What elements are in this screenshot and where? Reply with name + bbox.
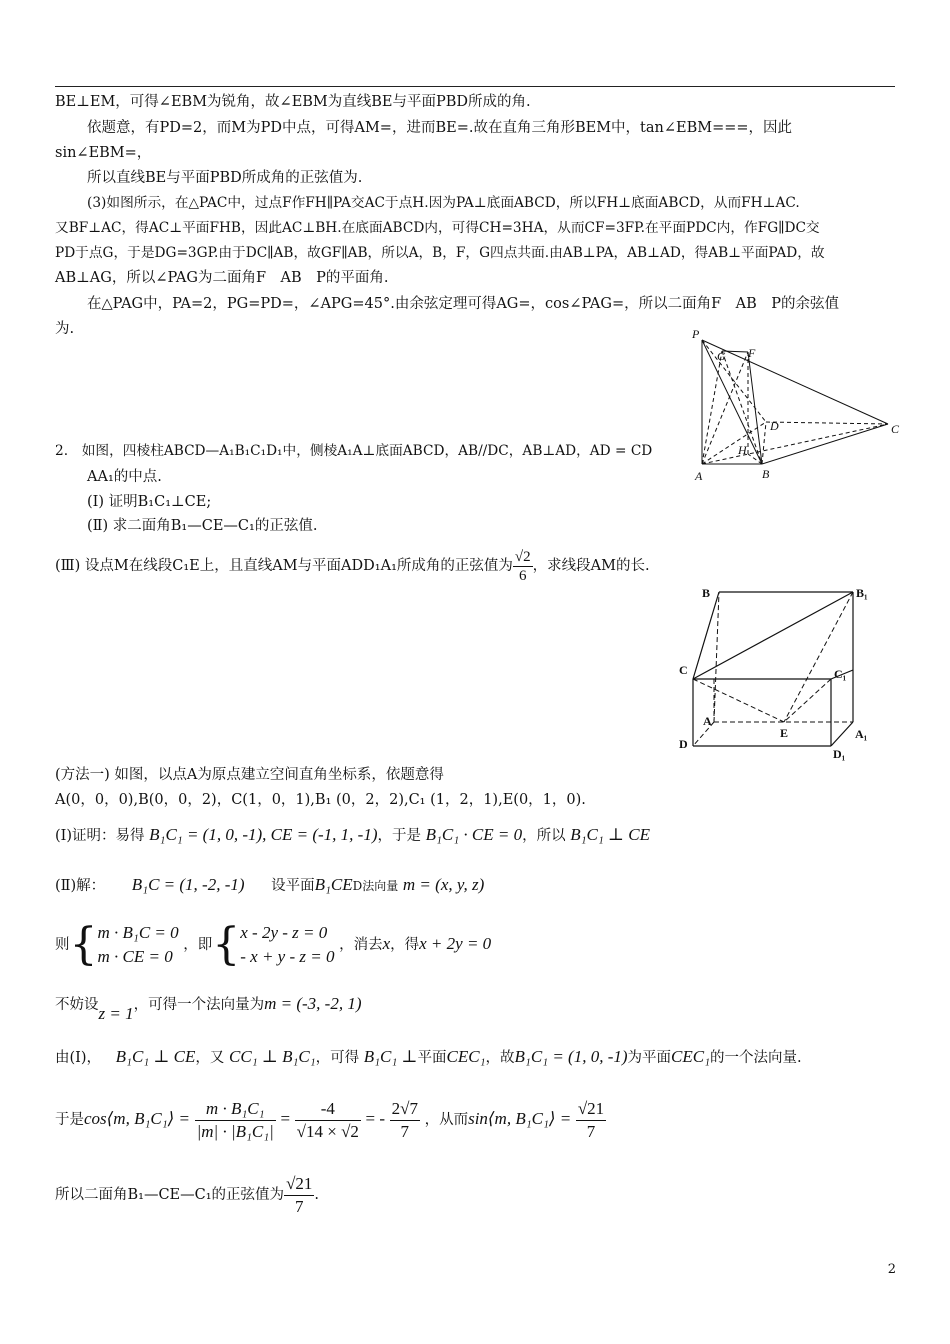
perp-result: B₁C₁ ⊥ CE [570, 825, 650, 844]
edge-BD [762, 422, 766, 464]
system-1: m · B₁C = 0 m · CE = 0 [97, 923, 179, 966]
edge-D1A1 [831, 722, 853, 746]
edge-PC [702, 340, 888, 424]
label-H: H [738, 443, 747, 457]
edge-GF [722, 351, 748, 352]
text-line-1: BE⊥EM，可得∠EBM为锐角，故∠EBM为直线BE与平面PBD所成的角. [55, 94, 531, 110]
text-line-10: 为. [55, 321, 75, 337]
solution-conclusion: 所以二面角B₁—CE—C₁的正弦值为 $\frac{√21}{7}$ . [55, 1173, 320, 1216]
edge-C1E [784, 679, 831, 722]
solution-coords: A(0，0，0),B(0，0，2)，C(1，0，1),B₁ (0，2，2),C₁ (1，2，1),E(0，1，0). [55, 792, 586, 808]
text-line-7: PD于点G，于是DG=3GP.由于DC∥AB，故GF∥AB，所以A，B，F，G四点共面.由AB⊥PA，AB⊥AD，得AB⊥平面PAD，故 [55, 245, 825, 261]
edge-B1E [784, 592, 853, 722]
header-rule [55, 86, 895, 87]
solution-part2: (Ⅱ)解： B₁C = (1, -2, -1) 设平面B₁CED法向量 m = (x, y, z) [55, 875, 485, 894]
label-D: D [679, 737, 688, 751]
label-A: A [695, 469, 703, 483]
text-line-3: sin∠EBM=， [55, 145, 152, 161]
solution-part6: 于是cos⟨m, B₁C₁⟩ = $\frac{\text{m · B₁C₁}}{\text{|m| · |B₁C₁|}}$ = $\frac{-4}{√14 \times √2}$ = - $\frac{2√7}{7}$ ，从而sin⟨m, B₁C₁⟩ = $\frac{√21}{7}$ [55, 1098, 605, 1141]
edge-PD [702, 340, 766, 422]
normal-m: m = (x, y, z) [402, 875, 485, 894]
solution-part1: (Ⅰ)证明：易得 B₁C₁ = (1, 0, -1), CE = (-1, 1, -1)，于是 B₁C₁ · CE = 0，所以 B₁C₁ ⊥ CE [55, 825, 650, 844]
edge-BC [693, 592, 719, 679]
fraction-3: $\frac{2√7}{7}$ [391, 1098, 418, 1141]
dot-product: B₁C₁ · CE = 0 [425, 825, 523, 844]
solution-system: 则{ m · B₁C = 0 m · CE = 0 ，即{ x - 2y - z = 0 - x + y - z = 0 ，消去x，得x + 2y = 0 [55, 919, 492, 970]
fraction-4: $\frac{√21}{7}$ [577, 1098, 605, 1141]
problem2-stem-cont: AA₁的中点. [87, 469, 162, 485]
solution-part4: 不妨设z = 1，可得一个法向量为m = (-3, -2, 1) [55, 994, 362, 1023]
sin-expr: sin⟨m, B₁C₁⟩ = [468, 1109, 572, 1128]
fraction-2: $\frac{-4}{√14 \times √2}$ [296, 1098, 359, 1141]
label-B: B [702, 586, 711, 600]
vector-B1C: B₁C = (1, -2, -1) [131, 875, 245, 894]
solution-method: (方法一) 如图，以点A为原点建立空间直角坐标系，依题意得 [55, 767, 444, 783]
edge-DC [766, 422, 888, 424]
edge-AB [714, 592, 719, 722]
left-brace-2: { [212, 919, 241, 970]
problem2-q2: (Ⅱ) 求二面角B₁—CE—C₁的正弦值. [87, 518, 318, 534]
left-brace: { [69, 919, 98, 970]
label-D: D [770, 419, 779, 433]
prism-figure [676, 582, 886, 764]
text-line-6: 又BF⊥AC，得AC⊥平面FHB，因此AC⊥BH.在底面ABCD内，可得CH=3HA，从而CF=3FP.在平面PDC内，作FG∥DC交 [55, 220, 820, 236]
label-A1: A₁ [855, 727, 868, 741]
solution-part5: 由(Ⅰ)， B₁C₁ ⊥ CE，又 CC₁ ⊥ B₁C₁，可得 B₁C₁ ⊥平面CEC₁，故B₁C₁ = (1, 0, -1)为平面CEC₁的一个法向量. [55, 1047, 802, 1066]
text-line-4: 所以直线BE与平面PBD所成角的正弦值为. [87, 170, 363, 186]
problem2-q3: (Ⅲ) 设点M在线段C₁E上，且直线AM与平面ADD₁A₁所成角的正弦值为 $\frac{√2}{6}$ ，求线段AM的长. [55, 548, 650, 584]
q3-fraction: $\frac{√2}{6}$ [514, 548, 531, 584]
z-value: z = 1 [98, 1004, 134, 1023]
label-C: C [891, 422, 900, 436]
pyramid-figure [690, 326, 910, 486]
eliminated-eq: x + 2y = 0 [419, 934, 492, 953]
label-E: E [780, 726, 789, 740]
text-line-9: 在△PAG中，PA=2，PG=PD=，∠APG=45°.由余弦定理可得AG=，cos∠PAG=，所以二面角F AB P的余弦值 [87, 296, 840, 312]
text-line-5: (3)如图所示，在△PAC中，过点F作FH∥PA交AC于点H.因为PA⊥底面ABCD，所以FH⊥底面ABCD，从而FH⊥AC. [87, 195, 800, 211]
label-P: P [692, 327, 700, 341]
normal-vector: m = (-3, -2, 1) [264, 994, 362, 1013]
label-D1: D₁ [833, 747, 846, 761]
cos-expr: cos⟨m, B₁C₁⟩ = [84, 1109, 190, 1128]
edge-BC [762, 424, 888, 464]
edge-AD [702, 422, 766, 464]
problem2-q1: (Ⅰ) 证明B₁C₁⊥CE; [87, 494, 212, 510]
label-F: F [748, 346, 756, 360]
label-A: A [703, 714, 712, 728]
problem2-stem: 2. 如图，四棱柱ABCD—A₁B₁C₁D₁中，侧棱A₁A⊥底面ABCD，AB//DC，AB⊥AD，AD = CD [55, 443, 653, 459]
edge-AG [702, 351, 722, 464]
fraction-final: $\frac{√21}{7}$ [286, 1173, 313, 1216]
system-2: x - 2y - z = 0 - x + y - z = 0 [240, 923, 335, 966]
label-C: C [679, 663, 688, 677]
vector-B1C1-CE: B₁C₁ = (1, 0, -1), CE = (-1, 1, -1) [149, 825, 378, 844]
edge-B1C [693, 592, 853, 679]
label-C1: C₁ [834, 667, 847, 681]
edge-AC [702, 424, 888, 464]
page-number: 2 [887, 1262, 896, 1277]
label-B1: B₁ [856, 586, 868, 600]
label-B: B [762, 467, 770, 481]
plane-B1CE: B₁CE [314, 875, 353, 894]
text-line-8: AB⊥AG，所以∠PAG为二面角F AB P的平面角. [55, 270, 389, 286]
fraction-1: $\frac{\text{m · B₁C₁}}{\text{|m| · |B₁C₁|}}$ [196, 1098, 274, 1141]
label-G: G [717, 349, 726, 363]
text-line-2: 依题意，有PD=2，而M为PD中点，可得AM=，进而BE=.故在直角三角形BEM中，tan∠EBM===，因此 [87, 120, 793, 136]
